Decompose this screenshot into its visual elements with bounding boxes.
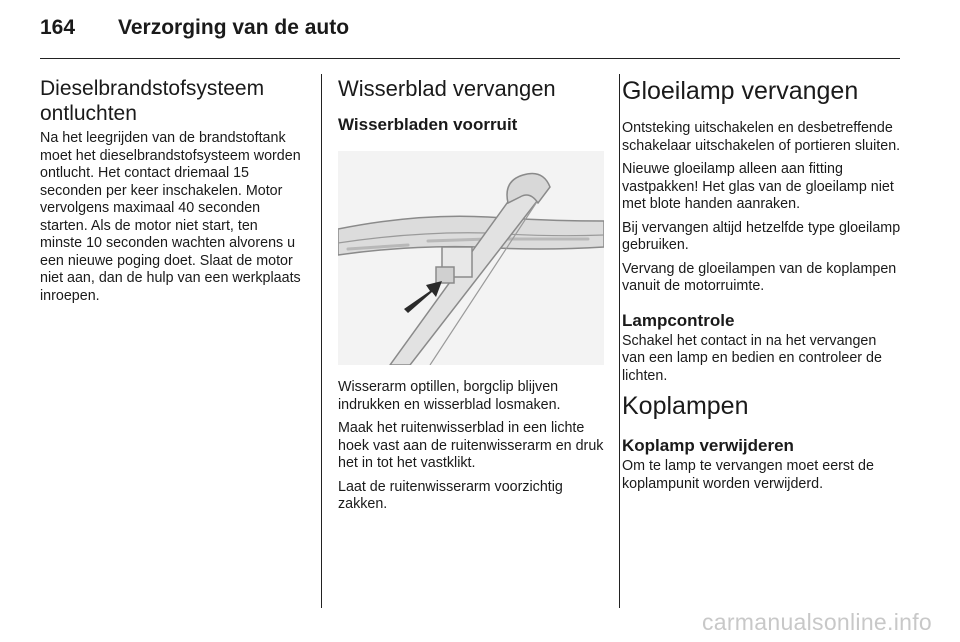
section-heading-diesel: Dieselbrandstofsysteem ontluchten xyxy=(40,77,265,125)
diesel-paragraph: Na het leegrijden van de brandstoftank moet het dieselbrandstofsysteem worden ontlucht. Het contact driemaal 15 seconden per keer inschakelen. Motor vervolgens maximaal 40 seconden starten. Als de motor niet start, ten minste 10 seconden wachten alvorens u een nieuwe poging doet. Slaat de motor niet aan, dan de hulp van een werkplaats inroepen. xyxy=(40,130,301,304)
subheading-lampcontrole: Lampcontrole xyxy=(622,310,735,330)
running-title: Verzorging van de auto xyxy=(118,16,350,39)
subheading-koplamp-verwijderen: Koplamp verwijderen xyxy=(622,436,794,455)
section-heading-gloeilamp: Gloeilamp vervangen xyxy=(622,77,859,105)
bulb-paragraph-4: Vervang de gloeilampen van de koplampen vanuit de motorruimte. xyxy=(622,260,897,294)
bulb-paragraph-1: Ontsteking uitschakelen en desbetreffende schakelaar uitschakelen of portieren sluiten. xyxy=(622,120,901,154)
wiper-paragraph-3: Laat de ruitenwisserarm voorzichtig zakken. xyxy=(338,478,563,512)
wiper-paragraph-1: Wisserarm optillen, borgclip blijven indrukken en wisserblad losmaken. xyxy=(338,379,561,413)
column-divider-1 xyxy=(321,74,322,608)
subheading-wisserbladen: Wisserbladen voorruit xyxy=(338,115,518,134)
column-1 xyxy=(40,76,302,311)
section-heading-koplampen: Koplampen xyxy=(622,392,749,420)
section-heading-wisserblad: Wisserblad vervangen xyxy=(338,76,556,101)
bulb-paragraph-2: Nieuwe gloeilamp alleen aan fitting vastpakken! Het glas van de gloeilamp niet met blote handen aanraken. xyxy=(622,161,894,212)
header-rule xyxy=(40,58,900,59)
koplamp-paragraph: Om te lamp te vervangen moet eerst de koplampunit worden verwijderd. xyxy=(622,458,874,492)
column-2 xyxy=(338,76,604,520)
watermark: carmanualsonline.info xyxy=(701,609,932,635)
column-3 xyxy=(622,76,902,499)
lampcontrole-paragraph: Schakel het contact in na het vervangen van een lamp en bedien en controleer de lichten. xyxy=(622,332,882,384)
column-divider-2 xyxy=(619,74,620,608)
wiper-paragraph-2: Maak het ruitenwisserblad in een lichte hoek vast aan de ruitenwisserarm en druk het in tot het vastklikt. xyxy=(338,420,604,471)
bulb-paragraph-3: Bij vervangen altijd hetzelfde type gloeilamp gebruiken. xyxy=(622,219,901,253)
page-number: 164 xyxy=(40,16,76,39)
wiper-illustration xyxy=(338,151,604,365)
